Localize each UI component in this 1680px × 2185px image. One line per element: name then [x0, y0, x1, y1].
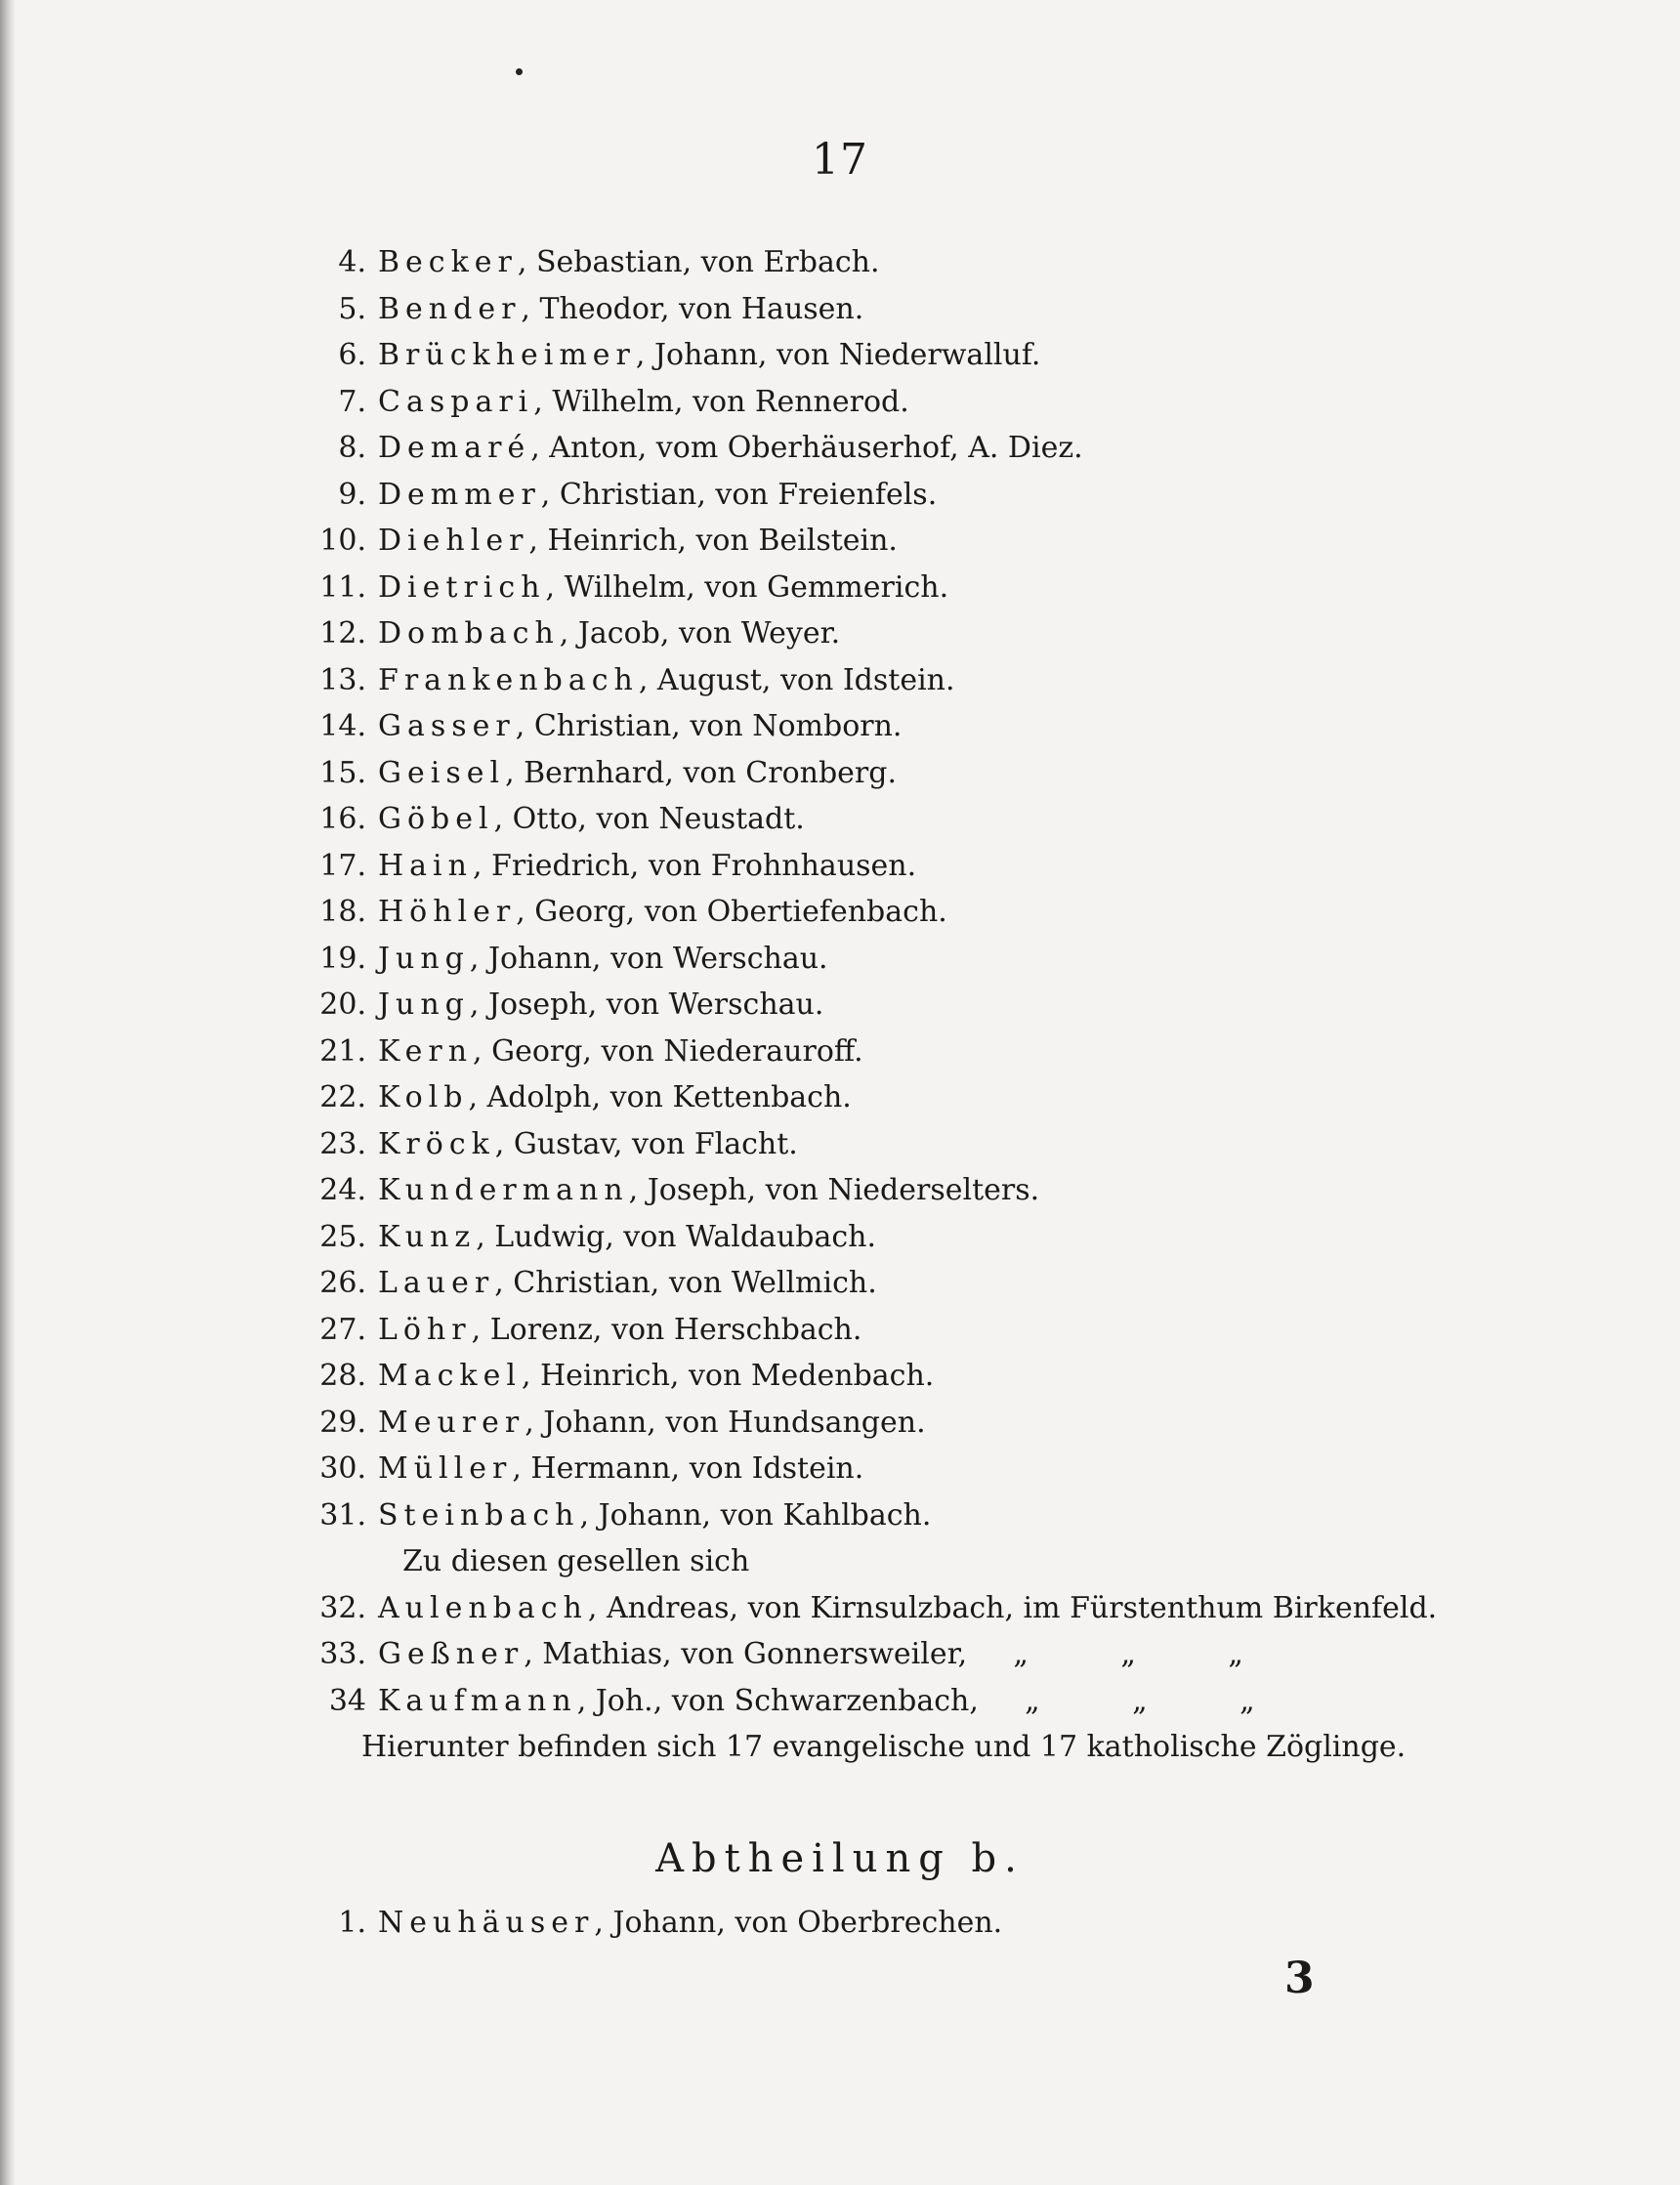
entry-number: 11.: [319, 569, 366, 605]
ditto-mark: „: [1239, 1683, 1255, 1718]
entry-details: , Friedrich, von Frohnhausen.: [472, 848, 917, 883]
entry-surname: Löhr: [378, 1312, 472, 1347]
list-item: [298, 332, 1040, 379]
list-item: [298, 1631, 1289, 1678]
list-item: [298, 1029, 863, 1075]
entry-surname: Kolb: [378, 1080, 469, 1114]
entry-surname: Bender: [378, 291, 522, 326]
entry-number: 29.: [319, 1405, 366, 1440]
ditto-mark: „: [1228, 1637, 1243, 1671]
entry-details: , Joseph, von Werschau.: [469, 987, 824, 1022]
entry-details: , Joseph, von Niederselters.: [628, 1173, 1040, 1207]
entry-details: , Wilhelm, von Rennerod.: [533, 384, 909, 419]
entry-surname: Jung: [378, 987, 470, 1022]
entry-details: , Christian, von Nomborn.: [515, 709, 903, 743]
entry-surname: Steinbach: [378, 1497, 580, 1533]
list-item: [298, 1260, 877, 1307]
list-item: [298, 1446, 863, 1492]
entry-details: , Otto, von Neustadt.: [493, 802, 805, 836]
entry-number: 6.: [338, 338, 366, 372]
page-number: 17: [812, 135, 868, 185]
entry-details: , Johann, von Kahlbach.: [579, 1497, 932, 1533]
entry-details: , Johann, von Hundsangen.: [525, 1405, 926, 1440]
list-item: [298, 1900, 1002, 1947]
entry-details: , Joh., von Schwarzenbach,: [576, 1683, 979, 1718]
entry-surname: Dombach: [378, 616, 560, 651]
section-heading: Abtheilung b.: [655, 1836, 1025, 1881]
entry-number: 13.: [319, 662, 366, 697]
entry-surname: Hain: [378, 848, 473, 883]
list-item: [298, 610, 840, 657]
list-item: [298, 1400, 926, 1447]
entry-surname: Göbel: [378, 802, 494, 836]
entry-number: 34: [328, 1683, 366, 1718]
entry-number: 10.: [319, 524, 366, 558]
entry-number: 23.: [319, 1126, 366, 1161]
signature-mark: 3: [1284, 1954, 1315, 2003]
entry-number: 30.: [319, 1451, 366, 1486]
list-item: [298, 750, 897, 797]
entry-number: 14.: [319, 709, 366, 743]
list-item: [298, 1074, 852, 1121]
entry-number: 22.: [319, 1080, 366, 1114]
ditto-mark: „: [1025, 1683, 1040, 1718]
entry-number: 25.: [319, 1219, 366, 1254]
entry-number: 4.: [338, 245, 366, 279]
entry-surname: Gasser: [378, 709, 516, 743]
entry-surname: Becker: [378, 245, 518, 279]
entry-number: 7.: [338, 384, 366, 419]
list-item: [298, 982, 823, 1029]
list-item: [298, 1353, 934, 1400]
entry-details: , Bernhard, von Cronberg.: [505, 755, 898, 790]
entry-surname: Frankenbach: [378, 662, 639, 697]
entry-surname: Geisel: [378, 755, 506, 790]
entry-number: 16.: [319, 802, 366, 836]
entry-number: 15.: [319, 755, 366, 790]
entry-details: , August, von Idstein.: [638, 662, 955, 697]
entry-surname: Geßner: [378, 1637, 525, 1671]
list-item: [298, 936, 828, 983]
entry-details: , Georg, von Niederauroff.: [473, 1033, 863, 1069]
entry-number: 17.: [319, 848, 366, 883]
entry-details: , Theodor, von Hausen.: [521, 291, 864, 326]
list-item: [298, 1585, 1437, 1632]
list-item: [298, 703, 902, 750]
entry-number: 28.: [319, 1359, 366, 1393]
list-item: [298, 1214, 876, 1261]
entry-details: , Christian, von Wellmich.: [494, 1266, 877, 1300]
entry-number: 32.: [319, 1590, 366, 1625]
entry-details: , Andreas, von Kirnsulzbach, im Fürstenthum Birkenfeld.: [587, 1590, 1438, 1625]
list-item: [298, 286, 863, 333]
list-item: [298, 1307, 861, 1354]
entry-number: 9.: [338, 477, 366, 512]
entry-details: , Lorenz, von Herschbach.: [471, 1312, 862, 1347]
entry-number: 24.: [319, 1173, 366, 1207]
entry-details: , Hermann, von Idstein.: [512, 1451, 864, 1486]
entry-surname: Kaufmann: [378, 1683, 577, 1718]
entry-number: 33.: [319, 1637, 366, 1671]
list-item: [298, 843, 916, 890]
summary-line: Hierunter befinden sich 17 evangelische und 17 katholische Zöglinge.: [361, 1730, 1407, 1764]
entry-details: , Christian, von Freienfels.: [540, 477, 938, 512]
entry-surname: Kröck: [378, 1126, 495, 1161]
list-item: [298, 889, 947, 936]
print-dot: [516, 68, 523, 75]
entry-number: 1.: [338, 1906, 366, 1940]
entry-details: , Johann, von Niederwalluf.: [635, 338, 1041, 372]
entry-number: 8.: [338, 431, 366, 465]
entry-details: , Heinrich, von Beilstein.: [528, 524, 898, 558]
list-item: [298, 1167, 1039, 1214]
list-item: [298, 379, 909, 426]
entry-details: , Adolph, von Kettenbach.: [468, 1080, 852, 1114]
entry-details: , Mathias, von Gonnersweiler,: [524, 1637, 968, 1671]
entry-surname: Müller: [378, 1451, 513, 1486]
entry-details: , Sebastian, von Erbach.: [517, 245, 880, 279]
list-item: [298, 1492, 931, 1539]
entry-number: 20.: [319, 987, 366, 1022]
entry-number: 31.: [319, 1497, 366, 1533]
list-item: [298, 565, 948, 611]
entry-details: , Heinrich, von Medenbach.: [521, 1359, 935, 1393]
entry-number: 19.: [319, 941, 366, 976]
entry-surname: Diehler: [378, 524, 529, 558]
entry-surname: Meurer: [378, 1405, 525, 1440]
entry-surname: Demmer: [378, 477, 541, 512]
list-item: [298, 796, 805, 843]
entry-number: 21.: [319, 1033, 366, 1069]
entry-surname: Jung: [378, 941, 470, 976]
entry-surname: Brückheimer: [378, 338, 636, 372]
entry-details: , Georg, von Obertiefenbach.: [516, 895, 947, 929]
entry-surname: Kundermann: [378, 1173, 629, 1207]
entry-details: , Johann, von Oberbrechen.: [594, 1906, 1003, 1940]
entry-surname: Lauer: [378, 1266, 495, 1300]
list-item: [298, 472, 937, 519]
list-item: [298, 1678, 1301, 1725]
entry-surname: Kern: [378, 1033, 474, 1069]
entry-surname: Neuhäuser: [378, 1906, 595, 1940]
entry-details: , Wilhelm, von Gemmerich.: [545, 569, 949, 605]
join-note: Zu diesen gesellen sich: [402, 1544, 750, 1578]
entry-surname: Aulenbach: [378, 1590, 588, 1625]
list-item: [298, 425, 1083, 472]
entry-details: , Johann, von Werschau.: [469, 941, 828, 976]
entry-number: 26.: [319, 1266, 366, 1300]
entry-surname: Höhler: [378, 895, 517, 929]
entry-number: 12.: [319, 616, 366, 651]
entry-surname: Demaré: [378, 431, 531, 465]
list-item: [298, 1121, 798, 1168]
entry-number: 5.: [338, 291, 366, 326]
ditto-mark: „: [1132, 1683, 1148, 1718]
ditto-mark: „: [1013, 1637, 1029, 1671]
list-item: [298, 518, 898, 565]
entry-number: 27.: [319, 1312, 366, 1347]
entry-number: 18.: [319, 895, 366, 929]
entry-details: , Ludwig, von Waldaubach.: [476, 1219, 877, 1254]
entry-surname: Mackel: [378, 1359, 522, 1393]
entry-details: , Jacob, von Weyer.: [559, 616, 841, 651]
entry-details: , Gustav, von Flacht.: [494, 1126, 798, 1161]
entry-surname: Dietrich: [378, 569, 546, 605]
list-item: [298, 239, 880, 286]
entry-surname: Caspari: [378, 384, 534, 419]
entry-details: , Anton, vom Oberhäuserhof, A. Diez.: [530, 431, 1083, 465]
ditto-mark: „: [1120, 1637, 1136, 1671]
list-item: [298, 657, 955, 704]
entry-surname: Kunz: [378, 1219, 477, 1254]
